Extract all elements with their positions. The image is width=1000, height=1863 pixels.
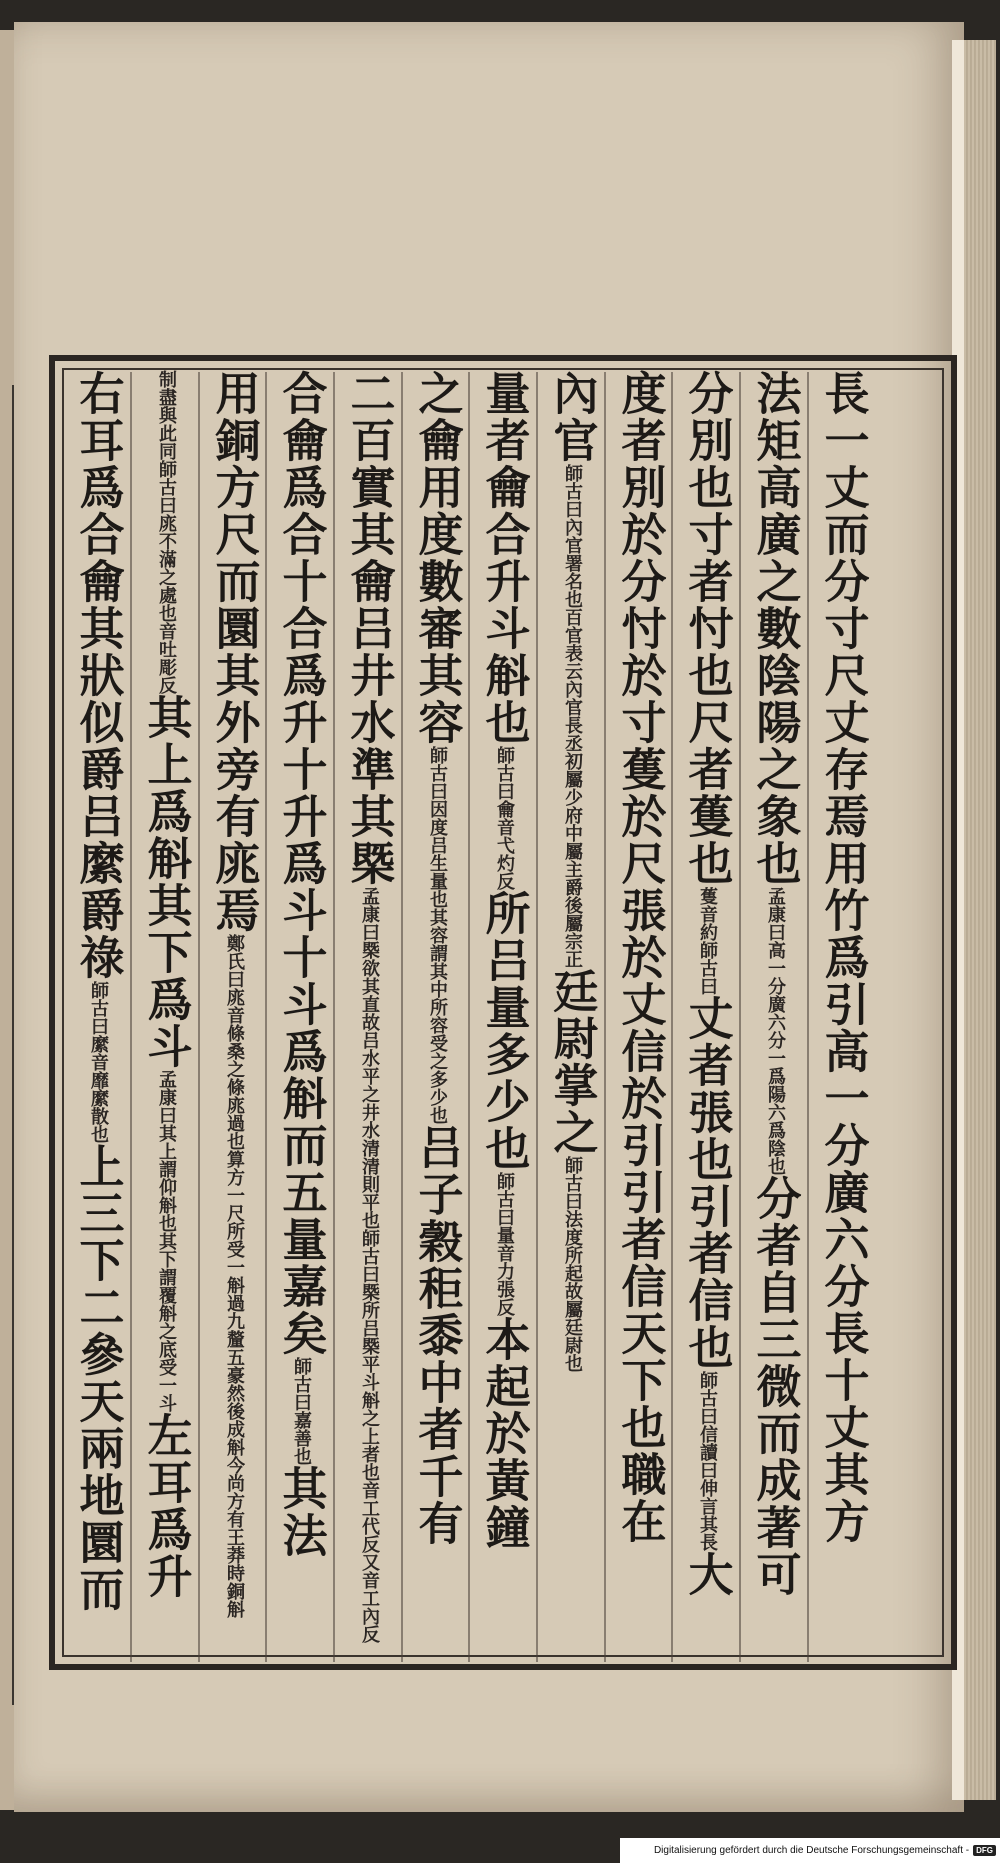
text-column-12 [67,370,129,1665]
main-text: 吕子穀秬黍中者千有 [410,1124,464,1547]
main-text: 合龠爲合十合爲升十升爲斗十斗爲斛而五量嘉矣 [274,370,328,1357]
column-rule [198,372,200,1662]
column-rule [604,372,606,1662]
dfg-logo-icon: DFG [973,1845,996,1856]
annotation-note: 蒦音約 [697,887,718,941]
column-rule [265,372,267,1662]
text-column-2 [744,370,806,1665]
annotation-note: 師古曰法度所起故屬廷尉也 [562,1156,583,1372]
main-text: 其上爲斛其下爲斗 [139,694,193,1070]
text-column-8 [338,370,400,1665]
page-stack-edge [964,40,996,1800]
annotation-note: 師古曰嘉善也 [291,1357,312,1465]
annotation-note: 師古曰縻音靡縻散也 [88,981,109,1143]
column-rule [807,372,809,1662]
main-text: 二百實其龠吕井水準其槩 [342,370,396,887]
text-column-4 [609,370,671,1665]
annotation-note: 孟康曰其上謂仰斛也其下謂覆斛之底受一斗 [156,1070,177,1412]
main-text: 左耳爲升 [139,1412,193,1600]
column-rule [333,372,335,1662]
column-rule [671,372,673,1662]
main-text: 本起於黃鐘 [477,1316,531,1551]
annotation-note: 孟康曰槩欲其直故吕水平之井水清清則平也師古曰槩所吕槩平斗斛之上者也音工代反又音工內反 [359,887,380,1643]
main-text: 其法 [274,1465,328,1559]
annotation-note: 制盡與此同師古曰庣不滿之處也音吐彫反 [156,370,177,694]
text-column-7 [406,370,468,1665]
main-text: 內官 [545,370,599,464]
text-column-10 [203,370,265,1665]
text-column-1 [812,370,874,1665]
column-rule [130,372,132,1662]
annotation-note: 師古曰量音力張反 [494,1172,515,1316]
column-rule [401,372,403,1662]
annotation-note: 師古曰 [697,941,718,995]
digitization-credit [620,1838,1000,1863]
main-text: 法矩高廣之數陰陽之象也 [748,370,802,887]
main-text: 度者別於分忖於寸蒦於尺張於丈信於引引者信天下也職在 [613,370,667,1545]
annotation-note: 孟康曰高一分廣六分一爲陽六爲陰也 [765,887,786,1175]
main-text: 右耳爲合龠其狀似爵吕縻爵祿 [71,370,125,981]
text-column-6 [473,370,535,1665]
credit-text: Digitalisierung gefördert durch die Deutsche Forschungsgemeinschaft - [653,1845,970,1856]
main-text: 廷尉掌之 [545,968,599,1156]
main-text: 丈者張也引者信也 [680,995,734,1371]
main-text: 分別也寸者忖也尺者蒦也 [680,370,734,887]
left-page-edge [0,30,14,1810]
main-text: 大 [680,1551,734,1598]
text-column-3 [676,370,738,1665]
main-text: 上三下二參天兩地圜而 [71,1143,125,1613]
column-rule [536,372,538,1662]
main-text: 量者龠合升斗斛也 [477,370,531,746]
main-text: 之龠用度數審其容 [410,370,464,746]
column-rule [468,372,470,1662]
text-column-5 [541,370,603,1665]
main-text: 分者自三微而成著可 [748,1175,802,1598]
annotation-note: 師古曰龠音弋灼反 [494,746,515,890]
annotation-note: 鄭氏曰庣音條桑之條庣過也算方一尺所受一斛過九釐五豪然後成斛今尚方有王莽時銅斛 [224,934,245,1618]
main-text: 所吕量多少也 [477,890,531,1172]
annotation-note: 師古曰信讀曰伸言其長 [697,1371,718,1551]
text-column-9 [270,370,332,1665]
main-text: 長一丈而分寸尺丈存焉用竹爲引高一分廣六分長十丈其方 [816,370,870,1545]
annotation-note: 師古曰內官署名也百官表云內官長丞初屬少府中屬主爵後屬宗正 [562,464,583,968]
text-column-11 [135,370,197,1665]
main-text: 用銅方尺而圜其外旁有庣焉 [207,370,261,934]
column-rule [739,372,741,1662]
annotation-note: 師古曰因度吕生量也其容謂其中所容受之多少也 [427,746,448,1124]
